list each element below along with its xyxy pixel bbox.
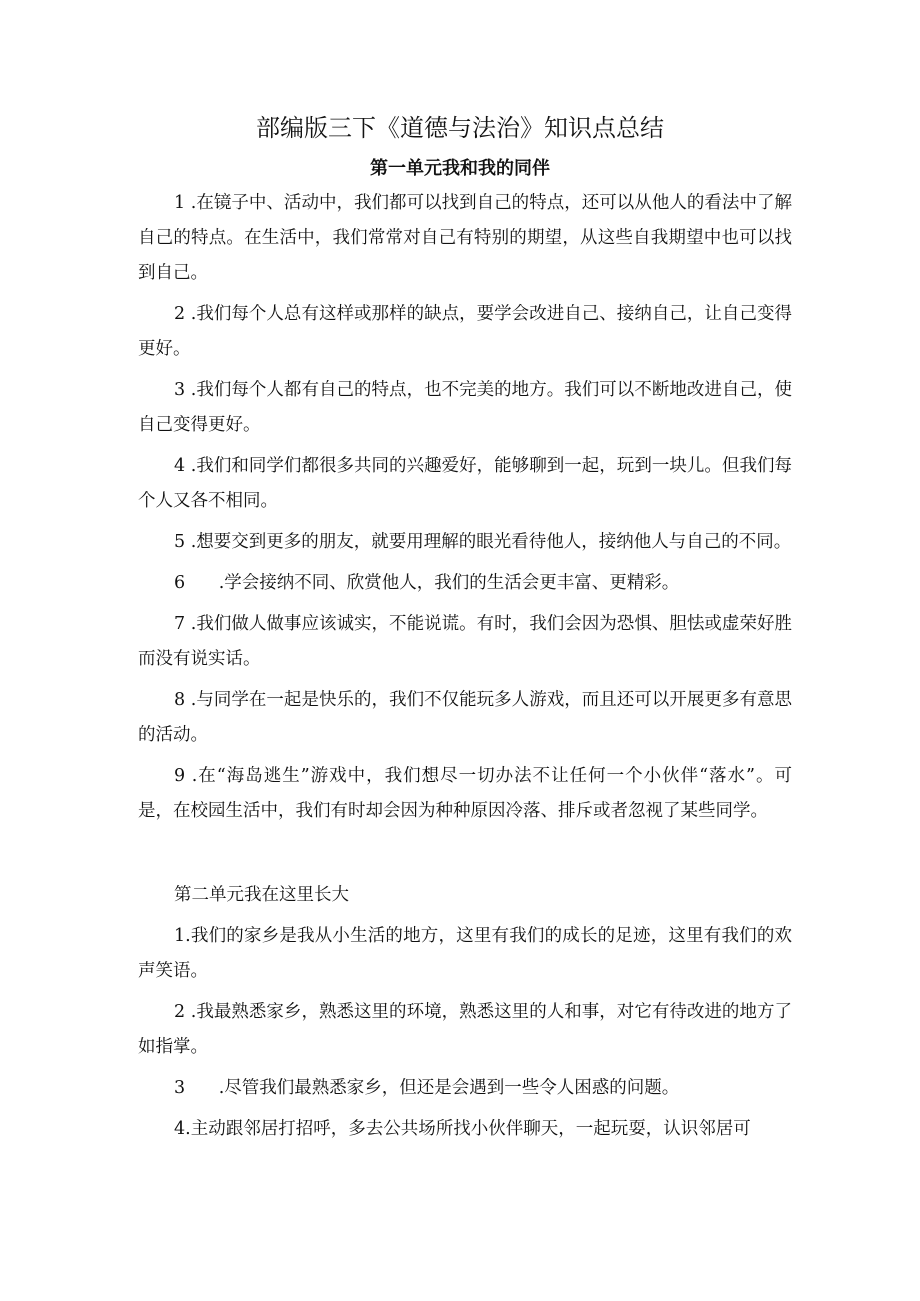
item-number: 8 (174, 690, 186, 710)
item-number: 7 (174, 614, 186, 634)
item-text: 想要交到更多的朋友，就要用理解的眼光看待他人，接纳他人与自己的不同。 (196, 532, 792, 552)
item-separator: . (185, 690, 197, 710)
item-number: 3 (174, 1078, 186, 1098)
unit1-item-7 (138, 607, 792, 677)
item-text: 我们做人做事应该诚实，不能说谎。有时，我们会因为恐惧、胆怯或虚荣好胜而没有说实话。 (138, 614, 792, 669)
item-separator: . (213, 573, 225, 593)
item-separator: . (185, 1119, 191, 1139)
item-number: 5 (174, 532, 186, 552)
unit2-heading: 第二单元我在这里长大 (174, 885, 349, 905)
unit1-item-2 (138, 297, 792, 367)
unit1-item-9 (138, 759, 792, 829)
item-text: 我最熟悉家乡，熟悉这里的环境，熟悉这里的人和事，对它有待改进的地方了如指掌。 (138, 1002, 792, 1057)
item-text: 我们的家乡是我从小生活的地方，这里有我们的成长的足迹，这里有我们的欢声笑语。 (138, 926, 792, 981)
item-separator: . (185, 304, 197, 324)
unit1-item-3 (138, 373, 792, 443)
item-text: 学会接纳不同、欣赏他人，我们的生活会更丰富、更精彩。 (224, 573, 680, 593)
unit2-item-3 (138, 1071, 792, 1106)
item-text: 我们每个人都有自己的特点，也不完美的地方。我们可以不断地改进自己，使自己变得更好。 (138, 380, 792, 435)
item-separator: . (185, 766, 198, 786)
item-number: 9 (174, 766, 186, 786)
item-text: 在镜子中、活动中，我们都可以找到自己的特点，还可以从他人的看法中了解自己的特点。在生活中，我们常常对自己有特别的期望，从这些自我期望中也可以找到自己。 (138, 193, 792, 283)
unit1-item-4 (138, 449, 792, 519)
item-separator: . (185, 380, 197, 400)
section-gap (138, 835, 792, 878)
unit1-heading: 第一单元我和我的同伴 (370, 158, 550, 179)
item-separator: . (213, 1078, 225, 1098)
item-separator: . (185, 456, 197, 476)
item-separator: . (185, 193, 197, 213)
item-number: 1 (174, 193, 186, 213)
item-separator: . (185, 926, 191, 946)
item-separator: . (185, 1002, 197, 1022)
item-number: 1 (174, 926, 186, 946)
item-number: 3 (174, 380, 186, 400)
item-text: 尽管我们最熟悉家乡，但还是会遇到一些令人困惑的问题。 (224, 1078, 680, 1098)
unit1-item-8 (138, 683, 792, 753)
item-separator: . (185, 614, 197, 634)
unit1-item-1 (138, 186, 792, 291)
unit2-item-4 (138, 1112, 792, 1147)
document-title: 部编版三下《道德与法治》知识点总结 (256, 114, 664, 142)
item-number: 2 (174, 304, 186, 324)
unit2-item-2 (138, 995, 792, 1065)
unit1-item-5 (138, 525, 792, 560)
item-text: 主动跟邻居打招呼，多去公共场所找小伙伴聊天，一起玩耍，认识邻居可 (190, 1119, 751, 1139)
item-number: 4 (174, 1119, 186, 1139)
unit1-item-6 (138, 566, 792, 601)
item-number: 2 (174, 1002, 186, 1022)
item-number: 6 (174, 573, 186, 593)
item-number: 4 (174, 456, 186, 476)
document-body (138, 186, 792, 1153)
item-separator: . (185, 532, 197, 552)
item-text: 与同学在一起是快乐的，我们不仅能玩多人游戏，而且还可以开展更多有意思的活动。 (138, 690, 792, 745)
unit2-item-1 (138, 919, 792, 989)
item-text: 我们和同学们都很多共同的兴趣爱好，能够聊到一起，玩到一块儿。但我们每个人又各不相同。 (138, 456, 792, 511)
item-text: 我们每个人总有这样或那样的缺点，要学会改进自己、接纳自己，让自己变得更好。 (138, 304, 792, 359)
item-text: 在“海岛逃生”游戏中，我们想尽一切办法不让任何一个小伙伴“落水”。可是，在校园生活中，我们有时却会因为种种原因冷落、排斥或者忽视了某些同学。 (138, 766, 792, 821)
